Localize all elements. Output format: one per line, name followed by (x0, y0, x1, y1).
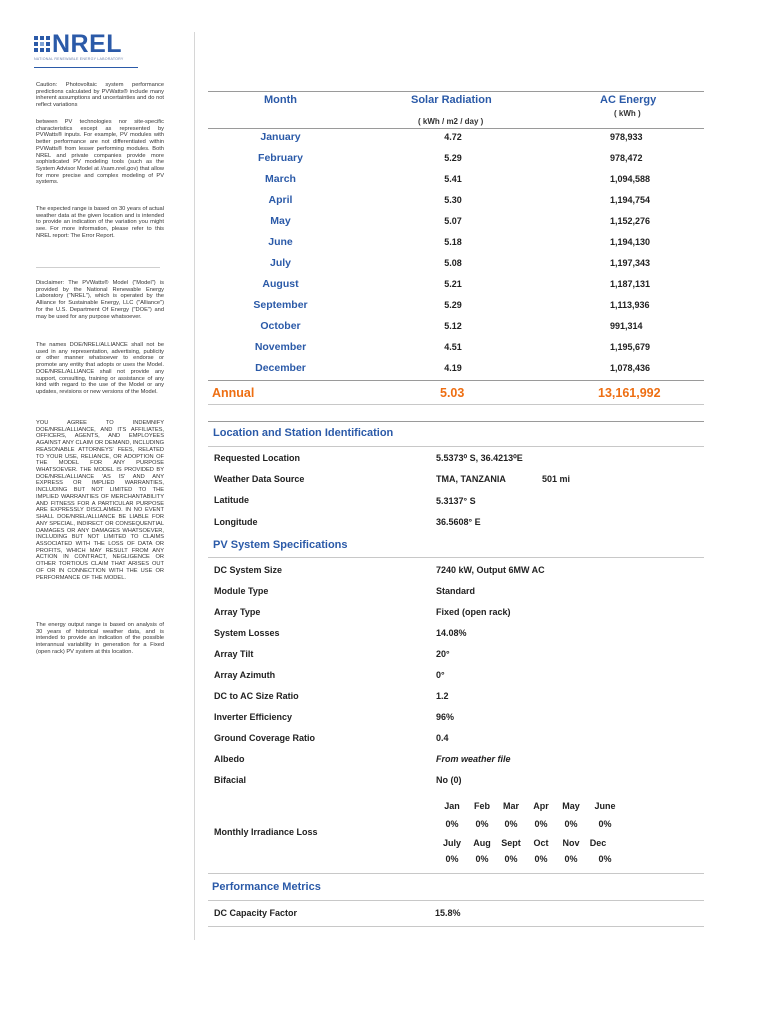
module-type-label: Module Type (214, 586, 269, 596)
solar-cell: 4.19 (444, 363, 462, 373)
month-cell: October (260, 320, 301, 332)
table-row (208, 173, 704, 191)
requested-location-value: 5.5373⁰ S, 36.4213⁰E (436, 453, 523, 463)
irr-value: 0% (445, 819, 459, 829)
energy-range-paragraph: The energy output range is based on analysis of 30 years of historical weather data, and is intended to provide an indication of the possible interannual variability in generation for a Fixed (open rack) PV system at this location. (36, 622, 164, 655)
latitude-value: 5.3137° S (436, 496, 476, 506)
dc-system-size-label: DC System Size (214, 565, 283, 575)
disclaimer-paragraph: Disclaimer: The PVWatts® Model ("Model") is provided by the National Renewable Energy Laboratory ("NREL"), which is operated by the Alliance for Sustainable Energy, LLC ("Alliance") for the U.S. Department Of Energy ("DOE") and may be used for any purpose whatsoever. (36, 280, 164, 320)
irr-value: 0% (564, 854, 578, 864)
ac-cell: 1,113,936 (610, 300, 650, 310)
indemnify-paragraph: YOU AGREE TO INDEMNIFY DOE/NREL/ALLIANCE, AND ITS AFFILIATES, OFFICERS, AGENTS, AND EMPLOYEES AGAINST ANY CLAIM OR DEMAND, INCLUDING REASONABLE ATTORNEYS' FEES, RELATED TO YOUR USE, RELIANCE, OR ADOPTION OF THE MODEL FOR ANY PURPOSE WHATSOEVER. THE MODEL IS PROVIDED BY DOE/NREL/ALLIANCE 'AS IS' AND ANY EXPRESS OR IMPLIED WARRANTIES, INCLUDING BUT NOT LIMITED TO THE IMPLIED WARRANTIES OF MERCHANTABILITY AND FITNESS FOR A PARTICULAR PURPOSE ARE EXPRESSLY DISCLAIMED. IN NO EVENT SHALL DOE/NREL/ALLIANCE BE LIABLE FOR ANY SPECIAL, INDIRECT OR CONSEQUENTIAL DAMAGES OR ANY DAMAGES WHATSOEVER, INCLUDING BUT NOT LIMITED TO CLAIMS ASSOCIATED WITH THE LOSS OF DATA OR PROFITS, WHICH MAY RESULT FROM ANY ACTION IN CONTRACT, NEGLIGENCE OR OTHER TORTIOUS CLAIM THAT ARISES OUT OF OR IN CONNECTION WITH THE USE OR PERFORMANCE OF THE MODEL. (36, 420, 164, 581)
annual-ac-value: 13,161,992 (598, 386, 661, 400)
array-tilt-value: 20° (436, 649, 450, 659)
weather-source-distance: 501 mi (542, 474, 571, 484)
irr-month: May (562, 801, 580, 811)
bifacial-value: No (0) (436, 775, 462, 785)
performance-top-rule (208, 873, 704, 874)
irr-value: 0% (475, 854, 489, 864)
weather-source-label: Weather Data Source (214, 474, 305, 484)
longitude-label: Longitude (214, 517, 258, 527)
irr-month: Dec (589, 838, 607, 848)
modules-paragraph: between PV technologies nor site-specific characteristics except as represented by PVWatts® inputs. For example, PV modules with better performance are not differentiated within PVWatts® from lesser performing modules. Both NREL and private companies provide more sophisticated PV modeling tools (such as the System Advisor Model at //sam.nrel.gov) that allow for more precise and complex modeling of PV systems. (36, 119, 164, 186)
sidebar (0, 0, 195, 1024)
array-azimuth-value: 0° (436, 670, 445, 680)
solar-cell: 4.51 (444, 342, 462, 352)
solar-cell: 5.30 (444, 195, 462, 205)
array-type-value: Fixed (open rack) (436, 607, 511, 617)
month-cell: May (270, 215, 291, 227)
month-header: Month (264, 94, 297, 106)
array-type-label: Array Type (214, 607, 261, 617)
dc-ac-ratio-value: 1.2 (436, 691, 449, 701)
weather-source-value: TMA, TANZANIA (436, 474, 506, 484)
irr-month: Mar (502, 801, 519, 811)
table-row (208, 278, 704, 296)
system-losses-label: System Losses (214, 628, 280, 638)
annual-bottom-rule (208, 404, 704, 405)
table-row (208, 215, 704, 233)
ac-energy-header: AC Energy (600, 94, 657, 106)
ac-cell: 1,194,754 (610, 195, 651, 205)
month-cell: April (268, 194, 293, 206)
expected-range-paragraph: The expected range is based on 30 years of actual weather data at the given location and is intended to provide an indication of the variation you might see. For more information, please refer to this NREL report: The Error Report. (36, 206, 164, 239)
solar-radiation-header: Solar Radiation (411, 94, 492, 106)
inverter-efficiency-value: 96% (436, 712, 455, 722)
ac-cell: 991,314 (610, 321, 643, 331)
sidebar-separator (194, 32, 195, 940)
month-cell: February (258, 152, 303, 164)
names-paragraph: The names DOE/NREL/ALLIANCE shall not be used in any representation, advertising, publicity or other manner whatsoever to endorse or promote any entity that adopts or uses the Model. DOE/NREL/ALLIANCE shall not provide any support, consulting, training or assistance of any kind with regard to the use of the Model or any updates, revisions or new versions of the Model. (36, 342, 164, 396)
irr-value: 0% (598, 819, 612, 829)
location-title-rule (208, 446, 704, 447)
logo-subtitle: NATIONAL RENEWABLE ENERGY LABORATORY (34, 57, 124, 61)
irr-value: 0% (475, 819, 489, 829)
table-row (208, 131, 704, 149)
ground-coverage-label: Ground Coverage Ratio (214, 733, 316, 743)
table-row (208, 236, 704, 254)
table-row (208, 257, 704, 275)
month-cell: December (255, 362, 306, 374)
ac-cell: 1,194,130 (610, 237, 651, 247)
table-top-rule (208, 91, 704, 92)
table-row (208, 341, 704, 359)
month-cell: March (265, 173, 296, 185)
irr-month: Nov (562, 838, 580, 848)
irr-value: 0% (534, 854, 548, 864)
solar-cell: 5.21 (444, 279, 462, 289)
pv-section-title: PV System Specifications (213, 539, 348, 551)
pv-title-rule (208, 557, 704, 558)
ac-cell: 1,094,588 (610, 174, 651, 184)
nrel-emblem-icon (34, 36, 50, 52)
logo-underline (34, 67, 138, 68)
irr-month: Aug (473, 838, 491, 848)
sidebar-divider (36, 267, 160, 268)
table-row (208, 299, 704, 317)
irr-value: 0% (564, 819, 578, 829)
month-cell: September (253, 299, 308, 311)
solar-cell: 4.72 (444, 132, 462, 142)
main-content (208, 0, 704, 1024)
annual-label: Annual (212, 386, 255, 400)
performance-section-title: Performance Metrics (212, 881, 321, 893)
month-cell: June (268, 236, 293, 248)
solar-cell: 5.29 (444, 300, 462, 310)
system-losses-value: 14.08% (436, 628, 467, 638)
irradiance-loss-label: Monthly Irradiance Loss (214, 827, 318, 837)
ac-cell: 978,472 (610, 153, 643, 163)
ac-cell: 1,078,436 (610, 363, 651, 373)
table-header-rule (208, 128, 704, 129)
logo-wordmark: NREL (52, 30, 123, 58)
array-azimuth-label: Array Azimuth (214, 670, 276, 680)
ac-cell: 1,195,679 (610, 342, 651, 352)
location-section-title: Location and Station Identification (213, 427, 394, 439)
irr-month: Oct (533, 838, 549, 848)
inverter-efficiency-label: Inverter Efficiency (214, 712, 293, 722)
dc-capacity-factor-value: 15.8% (435, 908, 461, 918)
solar-cell: 5.29 (444, 153, 462, 163)
latitude-label: Latitude (214, 495, 249, 505)
albedo-label: Albedo (214, 754, 245, 764)
bifacial-label: Bifacial (214, 775, 247, 785)
dc-capacity-factor-label: DC Capacity Factor (214, 908, 298, 918)
ac-cell: 1,152,276 (610, 216, 651, 226)
solar-cell: 5.41 (444, 174, 462, 184)
irr-value: 0% (504, 854, 518, 864)
irr-value: 0% (598, 854, 612, 864)
irr-month: June (594, 801, 616, 811)
caution-paragraph: Caution: Photovoltaic system performance predictions calculated by PVWatts® include many inherent assumptions and uncertainties and do not reflect variations (36, 82, 164, 109)
irr-month: Apr (533, 801, 549, 811)
requested-location-label: Requested Location (214, 453, 301, 463)
table-row (208, 194, 704, 212)
ac-unit-label: ( kWh ) (614, 109, 641, 118)
table-row (208, 152, 704, 170)
dc-ac-ratio-label: DC to AC Size Ratio (214, 691, 299, 701)
month-cell: November (254, 341, 307, 353)
annual-top-rule (208, 380, 704, 381)
irr-value: 0% (504, 819, 518, 829)
irr-value: 0% (534, 819, 548, 829)
month-cell: July (269, 257, 291, 269)
longitude-value: 36.5608° E (436, 517, 481, 527)
irr-month: July (442, 838, 461, 848)
solar-cell: 5.08 (444, 258, 462, 268)
array-tilt-label: Array Tilt (214, 649, 254, 659)
dc-system-size-value: 7240 kW, Output 6MW AC (436, 565, 545, 575)
performance-bottom-rule (208, 926, 704, 927)
module-type-value: Standard (436, 586, 476, 596)
solar-unit-label: ( kWh / m2 / day ) (418, 117, 484, 126)
nrel-logo (34, 30, 154, 74)
performance-title-rule (208, 900, 704, 901)
irr-value: 0% (445, 854, 459, 864)
solar-cell: 5.07 (444, 216, 462, 226)
table-row (208, 362, 704, 380)
ac-cell: 978,933 (610, 132, 643, 142)
irr-month: Sept (501, 838, 521, 848)
ground-coverage-value: 0.4 (436, 733, 449, 743)
table-row (208, 320, 704, 338)
location-top-rule (208, 421, 704, 422)
ac-cell: 1,197,343 (610, 258, 651, 268)
solar-cell: 5.12 (444, 321, 462, 331)
annual-solar-value: 5.03 (440, 386, 465, 400)
month-cell: August (262, 278, 299, 290)
irr-month: Jan (444, 801, 460, 811)
irr-month: Feb (473, 801, 490, 811)
ac-cell: 1,187,131 (610, 279, 651, 289)
albedo-value: From weather file (436, 754, 511, 764)
solar-cell: 5.18 (444, 237, 462, 247)
month-cell: January (260, 131, 301, 143)
